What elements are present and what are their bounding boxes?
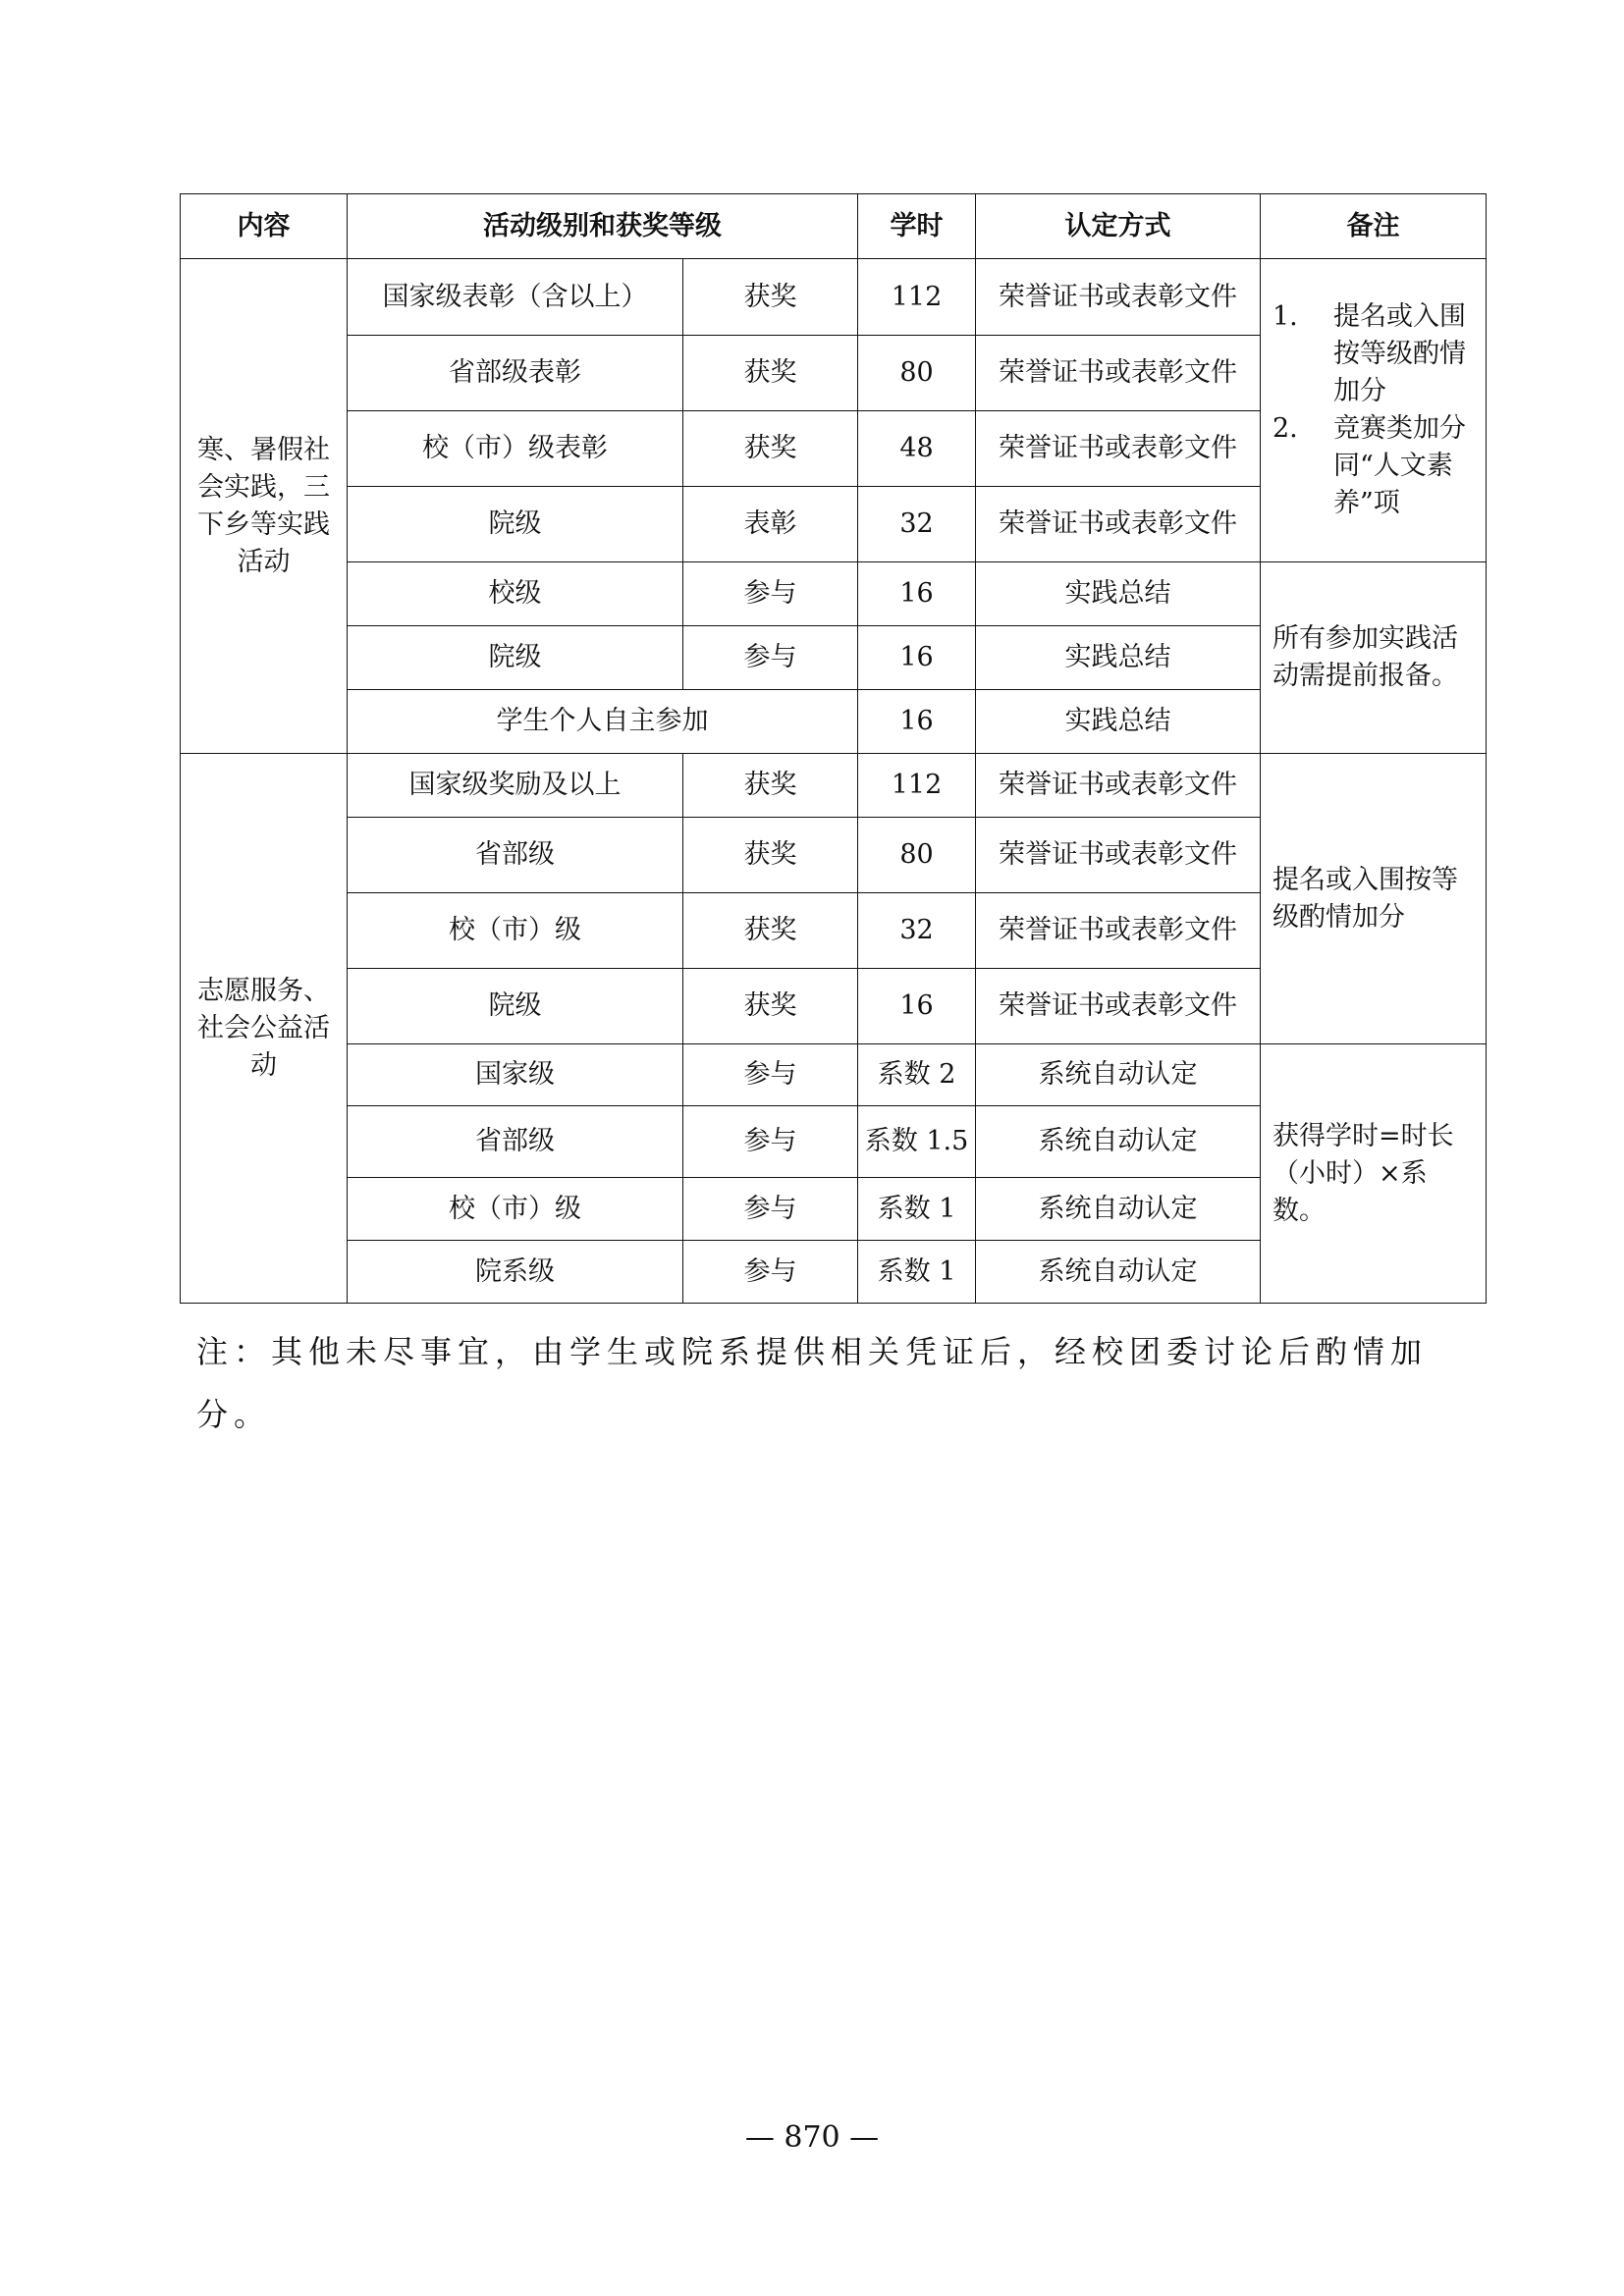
cell-method: 系统自动认定 <box>976 1106 1261 1178</box>
cell-hours: 112 <box>858 259 976 336</box>
cell-level: 校（市）级表彰 <box>348 411 683 487</box>
cell-level: 省部级 <box>348 1106 683 1178</box>
section2-remark1: 提名或入围按等级酌情加分 <box>1261 754 1487 1044</box>
cell-method: 系统自动认定 <box>976 1178 1261 1241</box>
section2-remark2: 获得学时=时长（小时）×系数。 <box>1261 1044 1487 1304</box>
cell-hours: 系数 1.5 <box>858 1106 976 1178</box>
cell-hours: 系数 1 <box>858 1178 976 1241</box>
header-level: 活动级别和获奖等级 <box>348 194 858 259</box>
section1-remark2: 所有参加实践活动需提前报备。 <box>1261 562 1487 754</box>
header-row <box>181 194 1487 259</box>
cell-method: 荣誉证书或表彰文件 <box>976 411 1261 487</box>
cell-method: 系统自动认定 <box>976 1044 1261 1106</box>
cell-method: 荣誉证书或表彰文件 <box>976 969 1261 1044</box>
cell-method: 荣誉证书或表彰文件 <box>976 754 1261 818</box>
header-method: 认定方式 <box>976 194 1261 259</box>
header-content: 内容 <box>181 194 348 259</box>
cell-level: 院级 <box>348 969 683 1044</box>
cell-type: 参与 <box>683 1106 858 1178</box>
cell-type: 参与 <box>683 1044 858 1106</box>
cell-method: 实践总结 <box>976 562 1261 626</box>
cell-type: 获奖 <box>683 818 858 893</box>
cell-level: 国家级奖励及以上 <box>348 754 683 818</box>
cell-method: 荣誉证书或表彰文件 <box>976 893 1261 969</box>
cell-type: 获奖 <box>683 754 858 818</box>
cell-hours: 16 <box>858 562 976 626</box>
cell-level: 国家级 <box>348 1044 683 1106</box>
cell-hours: 16 <box>858 690 976 754</box>
cell-method: 荣誉证书或表彰文件 <box>976 259 1261 336</box>
cell-method: 实践总结 <box>976 690 1261 754</box>
section1-remark1 <box>1261 259 1487 562</box>
cell-hours: 112 <box>858 754 976 818</box>
cell-level: 院级 <box>348 487 683 562</box>
list-text: 竞赛类加分同“人文素养”项 <box>1333 413 1466 518</box>
list-number: 2. <box>1272 413 1298 444</box>
cell-type: 参与 <box>683 562 858 626</box>
cell-level: 院系级 <box>348 1241 683 1304</box>
cell-level: 学生个人自主参加 <box>348 690 858 754</box>
cell-level: 校级 <box>348 562 683 626</box>
cell-hours: 系数 1 <box>858 1241 976 1304</box>
table-row <box>181 1044 1487 1106</box>
cell-hours: 系数 2 <box>858 1044 976 1106</box>
section2-label: 志愿服务、社会公益活动 <box>181 754 348 1304</box>
cell-method: 荣誉证书或表彰文件 <box>976 818 1261 893</box>
footnote: 注：其他未尽事宜，由学生或院系提供相关凭证后，经校团委讨论后酌情加分。 <box>196 1333 1429 1433</box>
cell-method: 系统自动认定 <box>976 1241 1261 1304</box>
cell-type: 表彰 <box>683 487 858 562</box>
section1-label: 寒、暑假社会实践，三下乡等实践活动 <box>181 259 348 754</box>
cell-type: 获奖 <box>683 259 858 336</box>
table-row <box>181 562 1487 626</box>
cell-hours: 32 <box>858 893 976 969</box>
cell-hours: 32 <box>858 487 976 562</box>
activity-hours-table <box>180 193 1487 1304</box>
cell-level: 国家级表彰（含以上） <box>348 259 683 336</box>
table-row <box>181 754 1487 818</box>
cell-type: 参与 <box>683 1178 858 1241</box>
list-text: 提名或入围按等级酌情加分 <box>1333 301 1466 406</box>
cell-hours: 16 <box>858 969 976 1044</box>
cell-type: 获奖 <box>683 336 858 411</box>
cell-level: 校（市）级 <box>348 1178 683 1241</box>
cell-hours: 80 <box>858 818 976 893</box>
cell-method: 实践总结 <box>976 626 1261 690</box>
cell-method: 荣誉证书或表彰文件 <box>976 336 1261 411</box>
cell-method: 荣誉证书或表彰文件 <box>976 487 1261 562</box>
cell-hours: 80 <box>858 336 976 411</box>
page-number: — 870 — <box>744 2120 880 2155</box>
header-hours: 学时 <box>858 194 976 259</box>
cell-type: 获奖 <box>683 969 858 1044</box>
cell-type: 获奖 <box>683 893 858 969</box>
cell-level: 院级 <box>348 626 683 690</box>
header-remark: 备注 <box>1261 194 1487 259</box>
cell-level: 省部级 <box>348 818 683 893</box>
cell-level: 省部级表彰 <box>348 336 683 411</box>
table-row <box>181 259 1487 336</box>
cell-level: 校（市）级 <box>348 893 683 969</box>
cell-hours: 48 <box>858 411 976 487</box>
list-number: 1. <box>1272 301 1298 332</box>
cell-type: 获奖 <box>683 411 858 487</box>
cell-type: 参与 <box>683 1241 858 1304</box>
cell-type: 参与 <box>683 626 858 690</box>
cell-hours: 16 <box>858 626 976 690</box>
